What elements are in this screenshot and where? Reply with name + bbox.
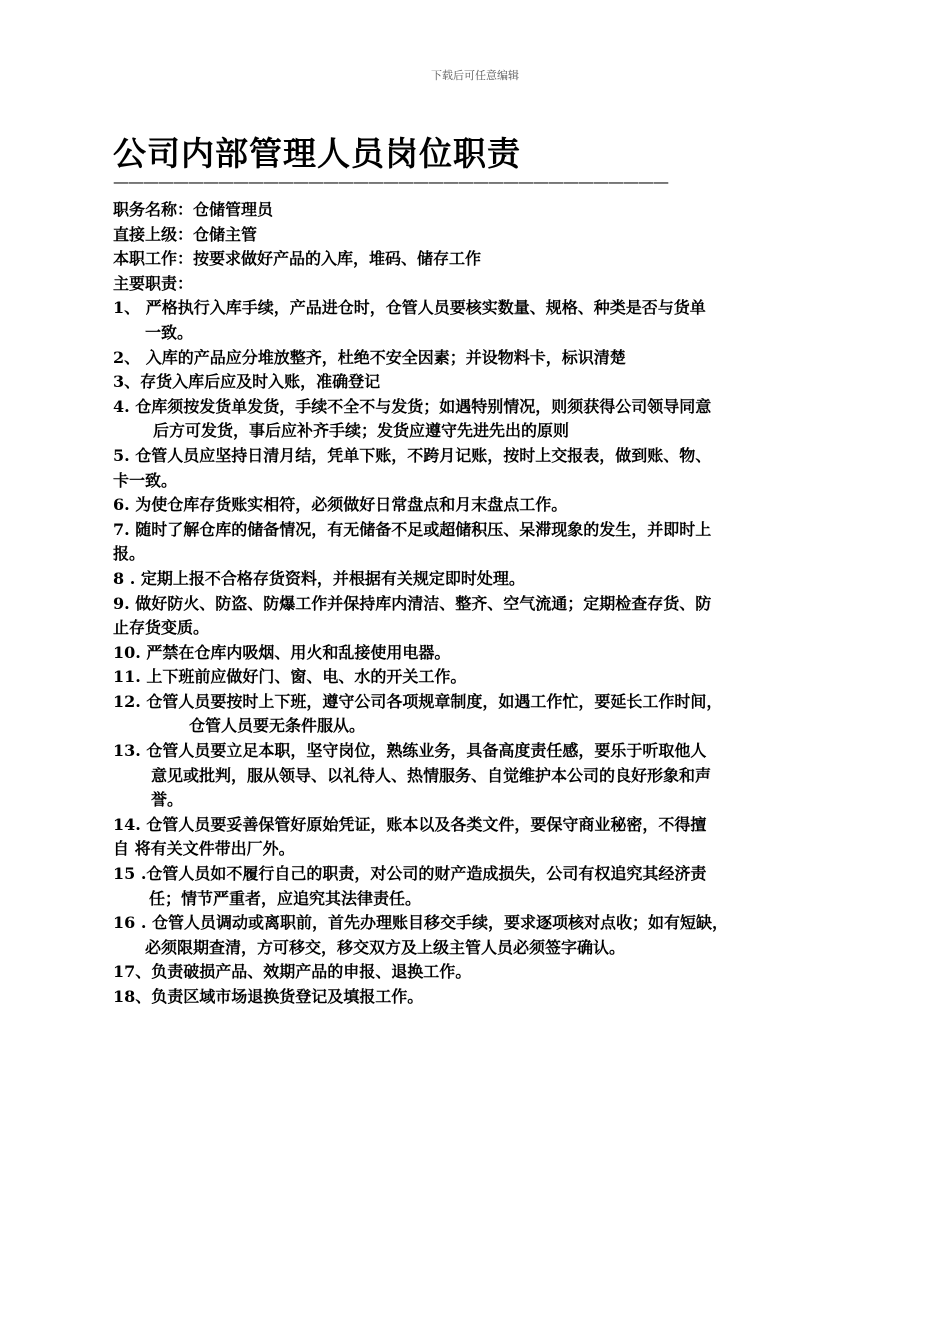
document-title: 公司内部管理人员岗位职责 [113, 134, 521, 173]
document-body [113, 198, 843, 1010]
duty-4-line-2: 后方可发货，事后应补齐手续；发货应遵守先进先出的原则 [153, 421, 570, 441]
duty-3: 3、存货入库后应及时入账，准确登记 [113, 372, 381, 392]
main-duties-label: 主要职责： [113, 273, 194, 293]
title-divider: ————————————————————————————————————— [113, 172, 668, 191]
duty-5-line-2: 卡一致。 [113, 470, 178, 490]
duty-8: 8 . 定期上报不合格存货资料，并根据有关规定即时处理。 [113, 568, 525, 588]
duty-5-line-1: 5. 仓管人员应坚持日清月结，凭单下账，不跨月记账，按时上交报表，做到账、物、 [113, 445, 712, 465]
duty-9-line-2: 止存货变质。 [113, 618, 210, 638]
superior-line: 直接上级：仓储主管 [113, 224, 258, 244]
job-duty-line: 本职工作：按要求做好产品的入库，堆码、储存工作 [113, 249, 482, 269]
job-title-line: 职务名称：仓储管理员 [113, 200, 274, 219]
duty-14-line-2: 自 将有关文件带出厂外。 [113, 839, 295, 859]
duty-1-line-2: 一致。 [145, 322, 194, 342]
duty-16-line-2: 必须限期查清，方可移交，移交双方及上级主管人员必须签字确认。 [145, 937, 626, 957]
duty-11: 11. 上下班前应做好门、窗、电、水的开关工作。 [113, 667, 467, 687]
duty-7-line-1: 7. 随时了解仓库的储备情况，有无储备不足或超储积压、呆滞现象的发生，并即时上 [113, 519, 712, 539]
duty-12-line-1: 12. 仓管人员要按时上下班，遵守公司各项规章制度，如遇工作忙，要延长工作时间， [113, 691, 723, 711]
duty-6: 6. 为使仓库存货账实相符，必须做好日常盘点和月末盘点工作。 [113, 495, 568, 515]
header-note: 下载后可任意编辑 [431, 69, 519, 82]
duty-13-line-2: 意见或批判，服从领导、以礼待人、热情服务、自觉维护本公司的良好形象和声 [151, 765, 712, 785]
duty-14-line-1: 14. 仓管人员要妥善保管好原始凭证，账本以及各类文件，要保守商业秘密，不得擅 [113, 814, 707, 834]
duty-18: 18、负责区域市场退换货登记及填报工作。 [113, 987, 424, 1006]
duty-17: 17、负责破损产品、效期产品的申报、退换工作。 [113, 962, 472, 982]
duty-15-line-2: 任；情节严重者，应追究其法律责任。 [149, 888, 422, 908]
duty-1-line-1: 1、 严格执行入库手续，产品进仓时，仓管人员要核实数量、规格、种类是否与货单 [113, 298, 706, 318]
duty-16-line-1: 16 . 仓管人员调动或离职前，首先办理账目移交手续，要求逐项核对点收；如有短缺， [113, 913, 728, 933]
duty-13-line-1: 13. 仓管人员要立足本职，坚守岗位，熟练业务，具备高度责任感，要乐于听取他人 [113, 741, 707, 761]
duty-12-line-2: 仓管人员要无条件服从。 [189, 716, 366, 736]
duty-9-line-1: 9. 做好防火、防盗、防爆工作并保持库内清洁、整齐、空气流通；定期检查存货、防 [113, 593, 712, 613]
duty-4-line-1: 4. 仓库须按发货单发货，手续不全不与发货；如遇特别情况，则须获得公司领导同意 [113, 396, 712, 416]
duty-7-line-2: 报。 [113, 544, 146, 564]
duty-2: 2、 入库的产品应分堆放整齐，杜绝不安全因素；并设物料卡，标识清楚 [113, 347, 626, 367]
duty-13-line-3: 誉。 [151, 790, 184, 810]
duty-10: 10. 严禁在仓库内吸烟、用火和乱接使用电器。 [113, 642, 451, 662]
duty-15-line-1: 15 .仓管人员如不履行自己的职责，对公司的财产造成损失，公司有权追究其经济责 [113, 864, 707, 884]
